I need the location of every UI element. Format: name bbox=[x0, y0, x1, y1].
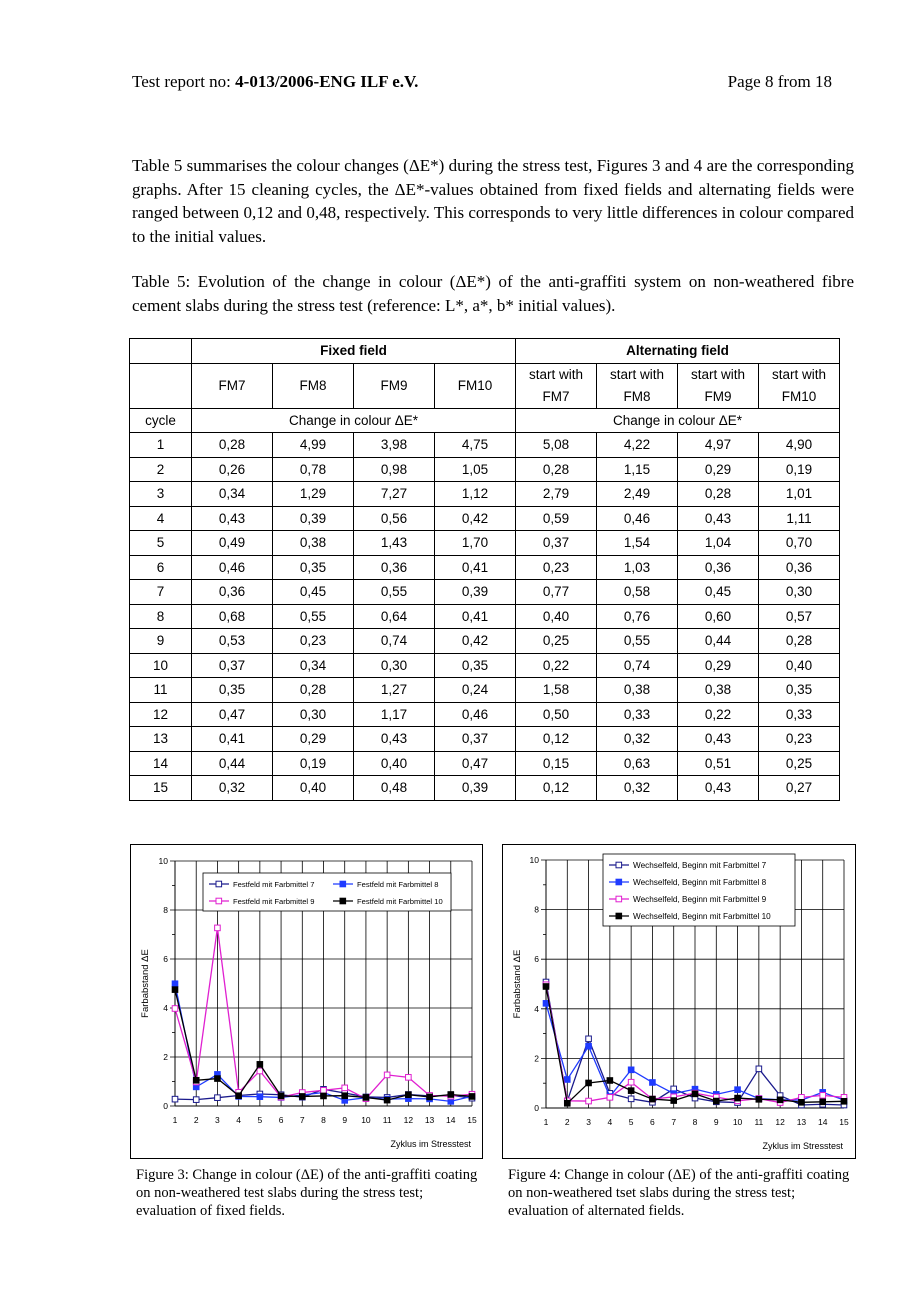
cycle-cell: 5 bbox=[130, 531, 192, 556]
value-cell: 0,46 bbox=[192, 555, 273, 580]
data-point bbox=[321, 1088, 327, 1094]
value-cell: 0,43 bbox=[354, 727, 435, 752]
y-tick-label: 2 bbox=[534, 1053, 539, 1064]
value-cell: 0,41 bbox=[435, 604, 516, 629]
value-cell: 0,58 bbox=[597, 580, 678, 605]
data-point bbox=[193, 1077, 199, 1083]
value-cell: 4,99 bbox=[273, 433, 354, 458]
cycle-cell: 10 bbox=[130, 653, 192, 678]
x-tick-label: 8 bbox=[692, 1117, 698, 1127]
legend-label: Wechselfeld, Beginn mit Farbmittel 7 bbox=[633, 861, 767, 870]
x-tick-label: 5 bbox=[257, 1115, 263, 1125]
value-cell: 0,12 bbox=[516, 727, 597, 752]
x-tick-label: 6 bbox=[278, 1115, 284, 1125]
value-cell: 0,23 bbox=[273, 629, 354, 654]
x-tick-label: 7 bbox=[299, 1115, 305, 1125]
x-tick-label: 10 bbox=[732, 1117, 743, 1127]
figure-4-chart bbox=[502, 844, 856, 1159]
value-cell: 0,47 bbox=[435, 751, 516, 776]
table-caption: Table 5: Evolution of the change in colour (ΔE*) of the anti-graffiti system on non-weathered fibre cement slabs during the stress test (reference: L*, a*, b* initial values). bbox=[132, 272, 854, 315]
value-cell: 3,98 bbox=[354, 433, 435, 458]
col-fm9: FM9 bbox=[354, 363, 435, 408]
value-cell: 0,33 bbox=[759, 702, 840, 727]
value-cell: 0,43 bbox=[678, 506, 759, 531]
col-alt-fm8: start with FM8 bbox=[597, 363, 678, 408]
legend-marker bbox=[616, 879, 622, 885]
legend-marker bbox=[216, 898, 222, 904]
data-point bbox=[735, 1095, 741, 1101]
data-point bbox=[756, 1097, 762, 1103]
value-cell: 4,90 bbox=[759, 433, 840, 458]
data-point bbox=[257, 1094, 263, 1100]
value-cell: 0,56 bbox=[354, 506, 435, 531]
col-alt-fm7: start with FM7 bbox=[516, 363, 597, 408]
x-tick-label: 3 bbox=[586, 1117, 591, 1127]
value-cell: 0,22 bbox=[516, 653, 597, 678]
data-point bbox=[628, 1079, 634, 1085]
cycle-cell: 8 bbox=[130, 604, 192, 629]
legend-label: Festfeld mit Farbmittel 10 bbox=[357, 897, 443, 906]
data-point bbox=[215, 1095, 221, 1101]
value-cell: 0,51 bbox=[678, 751, 759, 776]
value-cell: 1,70 bbox=[435, 531, 516, 556]
x-tick-label: 2 bbox=[193, 1115, 199, 1125]
value-cell: 0,60 bbox=[678, 604, 759, 629]
value-cell: 0,59 bbox=[516, 506, 597, 531]
value-cell: 0,50 bbox=[516, 702, 597, 727]
value-cell: 0,49 bbox=[192, 531, 273, 556]
value-cell: 0,34 bbox=[192, 482, 273, 507]
x-tick-label: 12 bbox=[403, 1115, 414, 1125]
table-unit-header bbox=[130, 408, 840, 433]
data-point bbox=[427, 1094, 433, 1100]
data-point bbox=[628, 1088, 634, 1094]
value-cell: 0,35 bbox=[759, 678, 840, 703]
table-row bbox=[130, 580, 840, 605]
data-point bbox=[278, 1093, 284, 1099]
value-cell: 0,29 bbox=[273, 727, 354, 752]
table-row bbox=[130, 678, 840, 703]
y-tick-label: 4 bbox=[534, 1003, 539, 1014]
value-cell: 0,38 bbox=[678, 678, 759, 703]
value-cell: 0,55 bbox=[597, 629, 678, 654]
cycle-cell: 15 bbox=[130, 776, 192, 801]
value-cell: 0,35 bbox=[192, 678, 273, 703]
colour-change-table bbox=[129, 338, 840, 801]
value-cell: 0,40 bbox=[516, 604, 597, 629]
data-point bbox=[236, 1093, 242, 1099]
summary-paragraph: Table 5 summarises the colour changes (ΔE*) during the stress test, Figures 3 and 4 are the corresponding graphs. After 15 cleaning cycles, the ΔE*-values obtained from fixed fields and alternating fields were ranged between 0,12 and 0,48, respectively. This corresponds to very little differences in colour compared to the initial values. bbox=[132, 156, 854, 246]
value-cell: 0,15 bbox=[516, 751, 597, 776]
y-tick-label: 8 bbox=[163, 905, 168, 915]
table-row bbox=[130, 604, 840, 629]
value-cell: 0,39 bbox=[435, 580, 516, 605]
value-cell: 0,37 bbox=[192, 653, 273, 678]
x-axis-label: Zyklus im Stresstest bbox=[390, 1139, 471, 1149]
value-cell: 0,33 bbox=[597, 702, 678, 727]
x-tick-label: 14 bbox=[446, 1115, 456, 1125]
col-alt-fm10: start with FM10 bbox=[759, 363, 840, 408]
y-tick-label: 4 bbox=[163, 1003, 168, 1013]
value-cell: 4,97 bbox=[678, 433, 759, 458]
value-cell: 0,30 bbox=[354, 653, 435, 678]
data-point bbox=[406, 1075, 412, 1081]
x-tick-label: 9 bbox=[713, 1117, 719, 1127]
data-point bbox=[384, 1097, 390, 1103]
y-tick-label: 6 bbox=[534, 954, 539, 965]
legend-label: Wechselfeld, Beginn mit Farbmittel 9 bbox=[633, 895, 767, 904]
value-cell: 0,40 bbox=[759, 653, 840, 678]
value-cell: 0,44 bbox=[192, 751, 273, 776]
value-cell: 0,25 bbox=[516, 629, 597, 654]
cycle-cell: 2 bbox=[130, 457, 192, 482]
cycle-cell: 1 bbox=[130, 433, 192, 458]
value-cell: 0,48 bbox=[354, 776, 435, 801]
value-cell: 0,36 bbox=[354, 555, 435, 580]
page-number: Page 8 from 18 bbox=[727, 72, 832, 91]
data-point bbox=[607, 1095, 613, 1101]
fixed-field-header: Fixed field bbox=[192, 339, 516, 364]
x-axis-label: Zyklus im Stresstest bbox=[762, 1141, 843, 1151]
col-fm10: FM10 bbox=[435, 363, 516, 408]
x-tick-label: 9 bbox=[342, 1115, 348, 1125]
value-cell: 0,36 bbox=[678, 555, 759, 580]
y-axis-label: Farbabstand ΔE bbox=[140, 949, 151, 1018]
value-cell: 0,37 bbox=[435, 727, 516, 752]
value-cell: 0,40 bbox=[354, 751, 435, 776]
value-cell: 0,22 bbox=[678, 702, 759, 727]
fixed-unit-label: Change in colour ΔE* bbox=[192, 408, 516, 433]
value-cell: 0,46 bbox=[597, 506, 678, 531]
cycle-cell: 6 bbox=[130, 555, 192, 580]
value-cell: 0,98 bbox=[354, 457, 435, 482]
data-point bbox=[469, 1094, 475, 1100]
value-cell: 0,68 bbox=[192, 604, 273, 629]
value-cell: 0,74 bbox=[354, 629, 435, 654]
y-tick-label: 10 bbox=[158, 856, 168, 866]
value-cell: 0,46 bbox=[435, 702, 516, 727]
value-cell: 0,28 bbox=[192, 433, 273, 458]
value-cell: 0,77 bbox=[516, 580, 597, 605]
legend-label: Festfeld mit Farbmittel 9 bbox=[233, 897, 315, 906]
data-point bbox=[799, 1099, 805, 1105]
col-fm7: FM7 bbox=[192, 363, 273, 408]
value-cell: 0,37 bbox=[516, 531, 597, 556]
value-cell: 5,08 bbox=[516, 433, 597, 458]
value-cell: 0,19 bbox=[273, 751, 354, 776]
x-tick-label: 15 bbox=[839, 1117, 849, 1127]
data-point bbox=[586, 1036, 592, 1042]
data-point bbox=[564, 1100, 570, 1106]
data-point bbox=[215, 925, 221, 931]
value-cell: 0,38 bbox=[597, 678, 678, 703]
table-row bbox=[130, 482, 840, 507]
cycle-cell: 9 bbox=[130, 629, 192, 654]
value-cell: 0,45 bbox=[273, 580, 354, 605]
table-row bbox=[130, 629, 840, 654]
x-tick-label: 2 bbox=[564, 1117, 570, 1127]
data-point bbox=[257, 1068, 263, 1074]
data-point bbox=[342, 1085, 348, 1091]
data-point bbox=[586, 1098, 592, 1104]
legend-marker bbox=[616, 896, 622, 902]
data-point bbox=[628, 1096, 634, 1102]
value-cell: 1,27 bbox=[354, 678, 435, 703]
value-cell: 1,03 bbox=[597, 555, 678, 580]
x-tick-label: 10 bbox=[361, 1115, 371, 1125]
table-row bbox=[130, 531, 840, 556]
data-point bbox=[713, 1098, 719, 1104]
legend-marker bbox=[340, 881, 346, 887]
data-point bbox=[841, 1099, 847, 1105]
value-cell: 0,63 bbox=[597, 751, 678, 776]
data-point bbox=[543, 984, 549, 990]
value-cell: 0,39 bbox=[273, 506, 354, 531]
value-cell: 0,29 bbox=[678, 653, 759, 678]
value-cell: 0,29 bbox=[678, 457, 759, 482]
y-tick-label: 0 bbox=[163, 1101, 168, 1111]
value-cell: 0,78 bbox=[273, 457, 354, 482]
value-cell: 0,32 bbox=[192, 776, 273, 801]
data-point bbox=[215, 1076, 221, 1082]
x-tick-label: 15 bbox=[467, 1115, 477, 1125]
value-cell: 0,23 bbox=[516, 555, 597, 580]
legend-label: Wechselfeld, Beginn mit Farbmittel 8 bbox=[633, 878, 767, 887]
x-tick-label: 7 bbox=[671, 1117, 677, 1127]
value-cell: 1,15 bbox=[597, 457, 678, 482]
value-cell: 0,39 bbox=[435, 776, 516, 801]
data-point bbox=[172, 981, 178, 987]
x-tick-label: 13 bbox=[424, 1115, 435, 1125]
cycle-cell: 13 bbox=[130, 727, 192, 752]
value-cell: 0,76 bbox=[597, 604, 678, 629]
x-tick-label: 11 bbox=[382, 1115, 392, 1125]
data-point bbox=[172, 1006, 178, 1012]
cycle-cell: 12 bbox=[130, 702, 192, 727]
y-axis-label: Farbabstand ΔE bbox=[512, 949, 523, 1019]
value-cell: 4,22 bbox=[597, 433, 678, 458]
value-cell: 0,30 bbox=[273, 702, 354, 727]
value-cell: 0,41 bbox=[435, 555, 516, 580]
value-cell: 0,43 bbox=[678, 776, 759, 801]
cycle-cell: 3 bbox=[130, 482, 192, 507]
chart-alternating-fields-svg bbox=[503, 845, 855, 1158]
value-cell: 0,43 bbox=[678, 727, 759, 752]
table-row bbox=[130, 653, 840, 678]
cycle-header: cycle bbox=[130, 408, 192, 433]
data-point bbox=[257, 1062, 263, 1068]
value-cell: 0,28 bbox=[759, 629, 840, 654]
data-point bbox=[650, 1096, 656, 1102]
data-point bbox=[820, 1093, 826, 1099]
value-cell: 0,24 bbox=[435, 678, 516, 703]
data-point bbox=[607, 1078, 613, 1084]
data-point bbox=[406, 1092, 412, 1098]
value-cell: 1,17 bbox=[354, 702, 435, 727]
value-cell: 0,25 bbox=[759, 751, 840, 776]
value-cell: 0,28 bbox=[273, 678, 354, 703]
legend-label: Festfeld mit Farbmittel 8 bbox=[357, 880, 439, 889]
value-cell: 0,32 bbox=[597, 727, 678, 752]
cycle-cell: 4 bbox=[130, 506, 192, 531]
table-row bbox=[130, 776, 840, 801]
data-point bbox=[342, 1093, 348, 1099]
x-tick-label: 14 bbox=[817, 1117, 828, 1127]
figure-3-caption: Figure 3: Change in colour (ΔE) of the anti-graffiti coating on non-weathered test slabs during the stress test; evaluation of fixed fields. bbox=[136, 1167, 478, 1219]
value-cell: 0,26 bbox=[192, 457, 273, 482]
table-row bbox=[130, 433, 840, 458]
value-cell: 1,04 bbox=[678, 531, 759, 556]
data-point bbox=[543, 1001, 549, 1007]
legend-label: Wechselfeld, Beginn mit Farbmittel 10 bbox=[633, 912, 771, 921]
value-cell: 0,36 bbox=[759, 555, 840, 580]
x-tick-label: 1 bbox=[172, 1115, 178, 1125]
value-cell: 0,70 bbox=[759, 531, 840, 556]
value-cell: 0,74 bbox=[597, 653, 678, 678]
value-cell: 0,53 bbox=[192, 629, 273, 654]
page-header bbox=[132, 72, 832, 96]
x-tick-label: 4 bbox=[236, 1115, 242, 1125]
cycle-cell: 11 bbox=[130, 678, 192, 703]
x-tick-label: 12 bbox=[775, 1117, 785, 1127]
value-cell: 1,29 bbox=[273, 482, 354, 507]
value-cell: 0,36 bbox=[192, 580, 273, 605]
legend-marker bbox=[216, 881, 222, 887]
data-point bbox=[172, 1096, 178, 1102]
y-tick-label: 10 bbox=[529, 855, 539, 865]
x-tick-label: 5 bbox=[628, 1117, 634, 1127]
x-tick-label: 1 bbox=[543, 1117, 549, 1127]
value-cell: 1,11 bbox=[759, 506, 840, 531]
col-fm8: FM8 bbox=[273, 363, 354, 408]
data-point bbox=[756, 1066, 762, 1072]
value-cell: 0,42 bbox=[435, 506, 516, 531]
value-cell: 0,19 bbox=[759, 457, 840, 482]
table-row bbox=[130, 727, 840, 752]
value-cell: 0,45 bbox=[678, 580, 759, 605]
legend-label: Festfeld mit Farbmittel 7 bbox=[233, 880, 315, 889]
data-point bbox=[363, 1095, 369, 1101]
value-cell: 0,57 bbox=[759, 604, 840, 629]
x-tick-label: 8 bbox=[321, 1115, 326, 1125]
data-point bbox=[172, 987, 178, 993]
value-cell: 0,42 bbox=[435, 629, 516, 654]
data-point bbox=[692, 1091, 698, 1097]
cycle-cell: 14 bbox=[130, 751, 192, 776]
table-row bbox=[130, 702, 840, 727]
x-tick-label: 11 bbox=[754, 1117, 764, 1127]
value-cell: 0,35 bbox=[273, 555, 354, 580]
value-cell: 0,32 bbox=[597, 776, 678, 801]
data-point bbox=[586, 1080, 592, 1086]
x-tick-label: 13 bbox=[796, 1117, 807, 1127]
data-point bbox=[448, 1092, 454, 1098]
value-cell: 4,75 bbox=[435, 433, 516, 458]
report-id: 4-013/2006-ENG ILF e.V. bbox=[235, 72, 419, 91]
value-cell: 1,12 bbox=[435, 482, 516, 507]
legend-marker bbox=[616, 913, 622, 919]
value-cell: 0,64 bbox=[354, 604, 435, 629]
value-cell: 0,35 bbox=[435, 653, 516, 678]
table-row bbox=[130, 457, 840, 482]
report-number: Test report no: 4-013/2006-ENG ILF e.V. bbox=[132, 72, 419, 91]
legend-marker bbox=[616, 862, 622, 868]
value-cell: 0,23 bbox=[759, 727, 840, 752]
legend-marker bbox=[340, 898, 346, 904]
value-cell: 0,30 bbox=[759, 580, 840, 605]
value-cell: 1,05 bbox=[435, 457, 516, 482]
table-group-header bbox=[130, 339, 840, 364]
y-tick-label: 6 bbox=[163, 954, 168, 964]
x-tick-label: 3 bbox=[215, 1115, 220, 1125]
data-point bbox=[777, 1097, 783, 1103]
value-cell: 0,38 bbox=[273, 531, 354, 556]
data-point bbox=[321, 1093, 327, 1099]
value-cell: 1,54 bbox=[597, 531, 678, 556]
value-cell: 0,43 bbox=[192, 506, 273, 531]
figure-4-caption: Figure 4: Change in colour (ΔE) of the anti-graffiti coating on non-weathered tset slabs during the stress test; evaluation of alternated fields. bbox=[508, 1167, 850, 1219]
data-point bbox=[193, 1097, 199, 1103]
table-row bbox=[130, 751, 840, 776]
data-point bbox=[628, 1067, 634, 1073]
data-point bbox=[650, 1080, 656, 1086]
y-tick-label: 8 bbox=[534, 904, 539, 915]
data-point bbox=[735, 1087, 741, 1093]
value-cell: 1,43 bbox=[354, 531, 435, 556]
value-cell: 0,27 bbox=[759, 776, 840, 801]
value-cell: 0,41 bbox=[192, 727, 273, 752]
data-point bbox=[586, 1043, 592, 1049]
data-point bbox=[299, 1094, 305, 1100]
chart-fixed-fields-svg bbox=[131, 845, 482, 1158]
x-tick-label: 4 bbox=[607, 1117, 613, 1127]
value-cell: 2,49 bbox=[597, 482, 678, 507]
value-cell: 0,55 bbox=[273, 604, 354, 629]
y-tick-label: 0 bbox=[534, 1103, 539, 1113]
value-cell: 0,28 bbox=[678, 482, 759, 507]
value-cell: 0,34 bbox=[273, 653, 354, 678]
value-cell: 0,44 bbox=[678, 629, 759, 654]
value-cell: 0,55 bbox=[354, 580, 435, 605]
col-alt-fm9: start with FM9 bbox=[678, 363, 759, 408]
value-cell: 2,79 bbox=[516, 482, 597, 507]
table-column-header bbox=[130, 363, 840, 408]
alternating-field-header: Alternating field bbox=[516, 339, 840, 364]
table-row bbox=[130, 555, 840, 580]
value-cell: 0,12 bbox=[516, 776, 597, 801]
data-point bbox=[384, 1072, 390, 1078]
data-point bbox=[671, 1098, 677, 1104]
table-row bbox=[130, 506, 840, 531]
value-cell: 0,47 bbox=[192, 702, 273, 727]
value-cell: 0,40 bbox=[273, 776, 354, 801]
alt-unit-label: Change in colour ΔE* bbox=[516, 408, 840, 433]
data-point bbox=[564, 1077, 570, 1083]
value-cell: 1,58 bbox=[516, 678, 597, 703]
value-cell: 7,27 bbox=[354, 482, 435, 507]
value-cell: 1,01 bbox=[759, 482, 840, 507]
x-tick-label: 6 bbox=[650, 1117, 655, 1127]
figure-3-chart bbox=[130, 844, 483, 1159]
y-tick-label: 2 bbox=[163, 1052, 168, 1062]
data-point bbox=[820, 1099, 826, 1105]
value-cell: 0,28 bbox=[516, 457, 597, 482]
cycle-cell: 7 bbox=[130, 580, 192, 605]
